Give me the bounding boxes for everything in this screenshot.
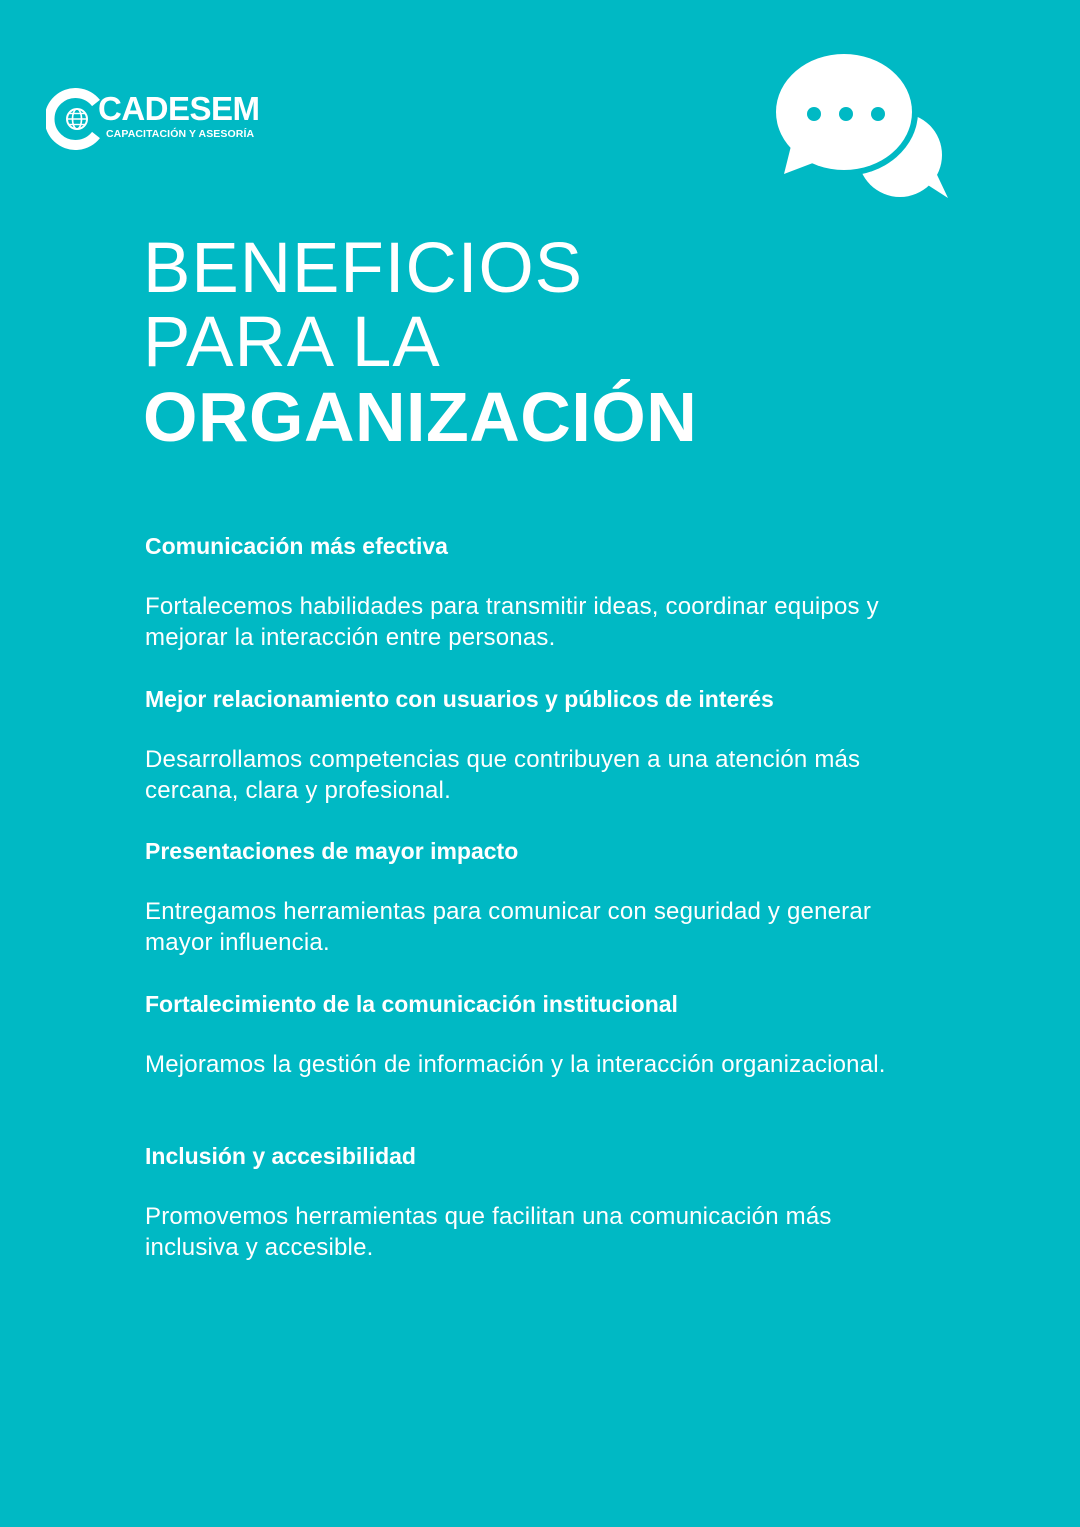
page-title [143, 229, 698, 456]
benefit-description: Entregamos herramientas para comunicar con seguridad y generar mayor influencia. [145, 898, 872, 956]
title-line-1: BENEFICIOS [143, 229, 584, 308]
benefit-description: Mejoramos la gestión de información y la interacción organizacional. [145, 1050, 886, 1078]
benefit-heading: Inclusión y accesibilidad [145, 1143, 416, 1169]
logo-tagline: CAPACITACIÓN Y ASESORÍA [106, 128, 255, 140]
benefit-heading: Fortalecimiento de la comunicación institucional [145, 990, 678, 1017]
benefit-item [145, 1140, 945, 1293]
benefit-item [145, 530, 945, 683]
benefit-description: Fortalecemos habilidades para transmitir ideas, coordinar equipos y mejorar la interacción entre personas. [145, 593, 879, 651]
benefit-heading: Mejor relacionamiento con usuarios y públicos de interés [145, 685, 774, 712]
title-line-3: ORGANIZACIÓN [143, 378, 698, 456]
benefit-heading: Comunicación más efectiva [145, 533, 448, 559]
cadesem-logo [46, 88, 296, 154]
title-line-2: PARA LA [143, 303, 441, 382]
benefits-list [145, 530, 945, 1293]
logo-name: CADESEM [98, 90, 260, 127]
benefit-heading: Presentaciones de mayor impacto [145, 838, 519, 864]
benefit-item [145, 835, 945, 988]
benefit-description: Desarrollamos competencias que contribuyen a una atención más cercana, clara y profesional. [145, 745, 861, 804]
chat-bubbles-icon [770, 50, 950, 202]
benefit-item [145, 683, 945, 836]
benefit-item [145, 988, 945, 1141]
benefit-description: Promovemos herramientas que facilitan una comunicación más inclusiva y accesible. [145, 1203, 832, 1261]
